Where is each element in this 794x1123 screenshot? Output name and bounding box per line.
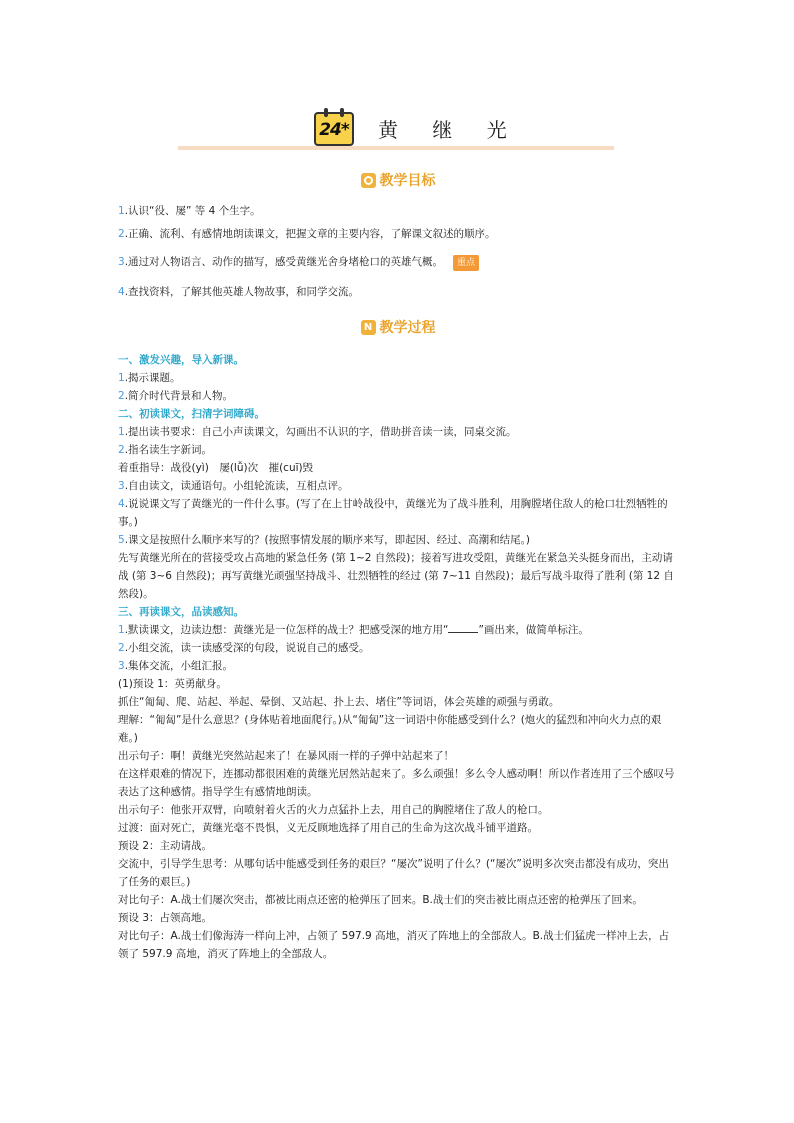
step-item: 4.说说课文写了黄继光的一件什么事。(写了在上甘岭战役中，黄继光为了战斗胜利，用胸膛堵住敌人的枪口壮烈牺牲的事。) <box>118 498 668 528</box>
paragraph: 对比句子：A.战士们像海涛一样向上冲，占领了 597.9 高地，消灭了阵地上的全部敌人。B.战士们猛虎一样冲上去，占领了 597.9 高地，消灭了阵地上的全部敌人。 <box>118 930 670 960</box>
lesson-number: 24* <box>319 120 349 140</box>
paragraph: 对比句子：A.战士们屡次突击，都被比雨点还密的枪弹压了回来。B.战士们的突击被比雨点还密的枪弹压了回来。 <box>118 894 643 906</box>
paragraph: 预设 2：主动请战。 <box>118 840 213 852</box>
step-item: 3.自由读文，读通语句。小组轮流读，互相点评。 <box>118 480 349 492</box>
target-icon <box>361 173 376 188</box>
key-point-badge: 重点 <box>453 255 479 271</box>
step-heading: 三、再读课文，品读感知。 <box>118 606 244 618</box>
step-item: 2.小组交流，读一读感受深的句段，说说自己的感受。 <box>118 642 370 654</box>
paragraph: 在这样艰难的情况下，连挪动都很困难的黄继光居然站起来了。多么顽强！多么令人感动啊！所以作者连用了三个感叹号表达了这种感情。指导学生有感情地朗读。 <box>118 768 675 798</box>
step-item: 3.集体交流，小组汇报。 <box>118 660 234 672</box>
process-icon <box>361 320 376 335</box>
lesson-header <box>118 108 678 152</box>
step-item: 1.默读课文，边读边想：黄继光是一位怎样的战士？把感受深的地方用“ ”画出来，做简单标注。 <box>118 624 589 636</box>
paragraph: 过渡：面对死亡，黄继光毫不畏惧，义无反顾地选择了用自己的生命为这次战斗铺平道路。 <box>118 822 538 834</box>
step-heading: 一、激发兴趣，导入新课。 <box>118 354 244 366</box>
paragraph: (1)预设 1：英勇献身。 <box>118 678 227 690</box>
goal-item: 4.查找资料，了解其他英雄人物故事，和同学交流。 <box>118 286 360 298</box>
goal-item: 3.通过对人物语言、动作的描写，感受黄继光舍身堵枪口的英雄气概。 重点 <box>118 255 678 271</box>
step-item: 1.提出读书要求：自己小声读课文，勾画出不认识的字，借助拼音读一读，同桌交流。 <box>118 426 517 438</box>
step-item: 5.课文是按照什么顺序来写的？(按照事情发展的顺序来写，即起因、经过、高潮和结尾。) <box>118 534 530 546</box>
paragraph: 抓住“匍匐、爬、站起、举起、晕倒、又站起、扑上去、堵住”等词语，体会英雄的顽强与勇敢。 <box>118 696 560 708</box>
goal-item: 1.认识“役、屡” 等 4 个生字。 <box>118 205 261 217</box>
lesson-page <box>118 108 678 963</box>
paragraph: 先写黄继光所在的营接受攻占高地的紧急任务 (第 1~2 自然段)；接着写进攻受阻，黄继光在紧急关头挺身而出，主动请战 (第 3~6 自然段)；再写黄继光顽强坚持战斗、壮烈牺牲的经过 (第 7~11 自然段)；最后写战斗取得了胜利 (第 12 自然段)。 <box>118 552 674 600</box>
goals-title: 教学目标 <box>379 173 436 189</box>
calendar-icon <box>314 112 354 146</box>
paragraph: 理解：“匍匐”是什么意思？(身体贴着地面爬行。)从“匍匐”这一词语中你能感受到什么？(炮火的猛烈和冲向火力点的艰难。) <box>118 714 662 744</box>
step-item: 2.指名读生字新词。 <box>118 444 213 456</box>
paragraph: 预设 3：占领高地。 <box>118 912 213 924</box>
step-heading: 二、初读课文，扫清字词障碍。 <box>118 408 265 420</box>
paragraph: 着重指导：战役(yì) 屡(lǚ)次 摧(cuī)毁 <box>118 462 314 474</box>
paragraph: 交流中，引导学生思考：从哪句话中能感受到任务的艰巨？“屡次”说明了什么？(“屡次”说明多次突击都没有成功，突出了任务的艰巨。) <box>118 858 669 888</box>
goals-heading <box>118 170 678 190</box>
process-heading <box>118 317 678 337</box>
paragraph: 出示句子：啊！黄继光突然站起来了！在暴风雨一样的子弹中站起来了！ <box>118 750 454 762</box>
step-item: 1.揭示课题。 <box>118 372 181 384</box>
process-title: 教学过程 <box>379 320 436 336</box>
header-divider <box>178 146 614 150</box>
underline-blank <box>448 622 478 633</box>
step-item: 2.简介时代背景和人物。 <box>118 390 234 402</box>
lesson-title: 黄 继 光 <box>378 118 521 142</box>
paragraph: 出示句子：他张开双臂，向喷射着火舌的火力点猛扑上去，用自己的胸膛堵住了敌人的枪口。 <box>118 804 549 816</box>
goal-item: 2.正确、流利、有感情地朗读课文，把握文章的主要内容，了解课文叙述的顺序。 <box>118 228 496 240</box>
